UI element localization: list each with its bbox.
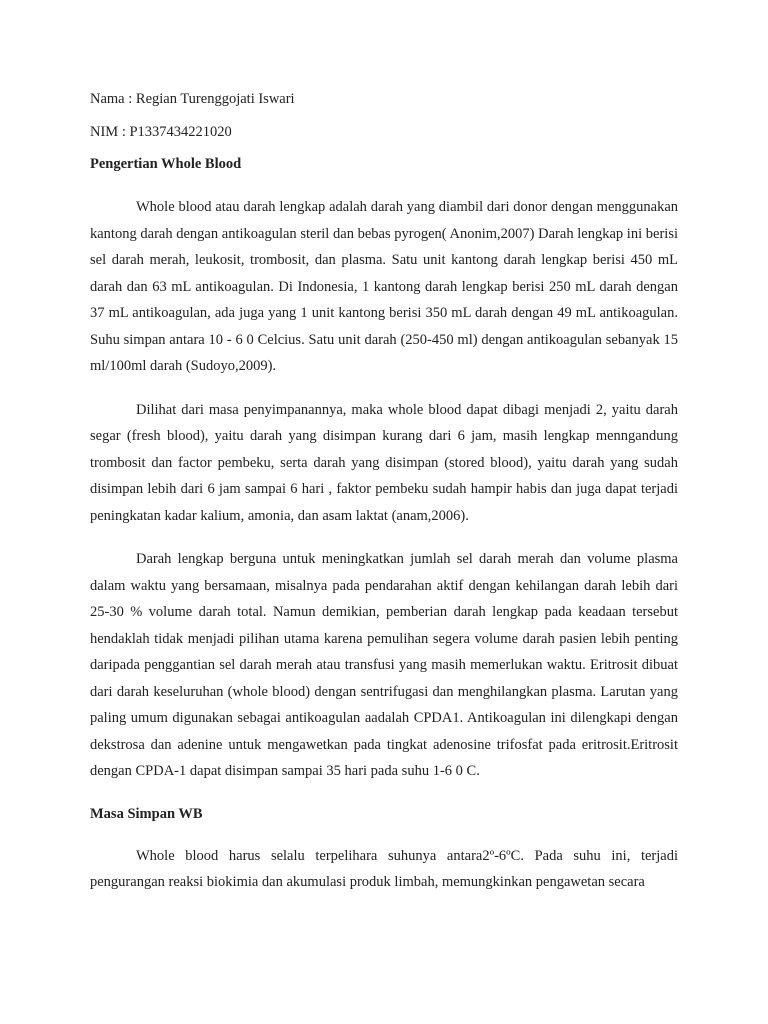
paragraph-storage-temperature: Whole blood harus selalu terpelihara suhunya antara2º-6ºC. Pada suhu ini, terjadi pengurangan reaksi biokimia dan akumulasi produk limbah, memungkinkan pengawetan secara (90, 847, 678, 890)
student-nim: NIM : P1337434221020 (90, 124, 232, 140)
paragraph-uses: Darah lengkap berguna untuk meningkatkan jumlah sel darah merah dan volume plasma dalam waktu yang bersamaan, misalnya pada pendarahan aktif dengan kehilangan darah lebih dari 25-30 % volume darah total. Namun demikian, pemberian darah lengkap pada keadaan tersebut hendaklah tidak menjadi pilihan utama karena pemulihan segera volume darah pasien lebih penting daripada penggantian sel darah merah atau transfusi yang masih memerlukan waktu. Eritrosit dibuat dari darah keseluruhan (whole blood) dengan sentrifugasi dan menghilangkan plasma. Larutan yang paling umum digunakan sebagai antikoagulan aadalah CPDA1. Antikoagulan ini dilengkapi dengan dekstrosa dan adenine untuk mengawetkan pada tingkat adenosine trifosfat pada eritrosit.Eritrosit dengan CPDA-1 dapat disimpan sampai 35 hari pada suhu 1-6 0 C. (90, 551, 678, 779)
section-heading-whole-blood: Pengertian Whole Blood (90, 156, 242, 172)
paragraph-storage-types: Dilihat dari masa penyimpanannya, maka whole blood dapat dibagi menjadi 2, yaitu darah segar (fresh blood), yaitu darah yang disimpan kurang dari 6 jam, masih lengkap menngandung trombosit dan factor pembeku, serta darah yang disimpan (stored blood), yaitu darah yang sudah disimpan lebih dari 6 jam sampai 6 hari , faktor pembeku sudah hampir habis dan juga dapat terjadi peningkatan kadar kalium, amonia, dan asam laktat (anam,2006). (90, 401, 678, 524)
paragraph-definition: Whole blood atau darah lengkap adalah darah yang diambil dari donor dengan menggunakan kantong darah dengan antikoagulan steril dan bebas pyrogen( Anonim,2007) Darah lengkap ini berisi sel darah merah, leukosit, trombosit, dan plasma. Satu unit kantong darah lengkap berisi 450 mL darah dan 63 mL antikoagulan. Di Indonesia, 1 kantong darah lengkap berisi 250 mL darah dengan 37 mL antikoagulan, ada juga yang 1 unit kantong berisi 350 mL darah dengan 49 mL antikoagulan. Suhu simpan antara 10 - 6 0 Celcius. Satu unit darah (250-450 ml) dengan antikoagulan sebanyak 15 ml/100ml darah (Sudoyo,2009). (90, 199, 678, 374)
document-body (90, 86, 678, 896)
section-heading-storage: Masa Simpan WB (90, 805, 203, 822)
student-name: Nama : Regian Turenggojati Iswari (90, 91, 295, 107)
